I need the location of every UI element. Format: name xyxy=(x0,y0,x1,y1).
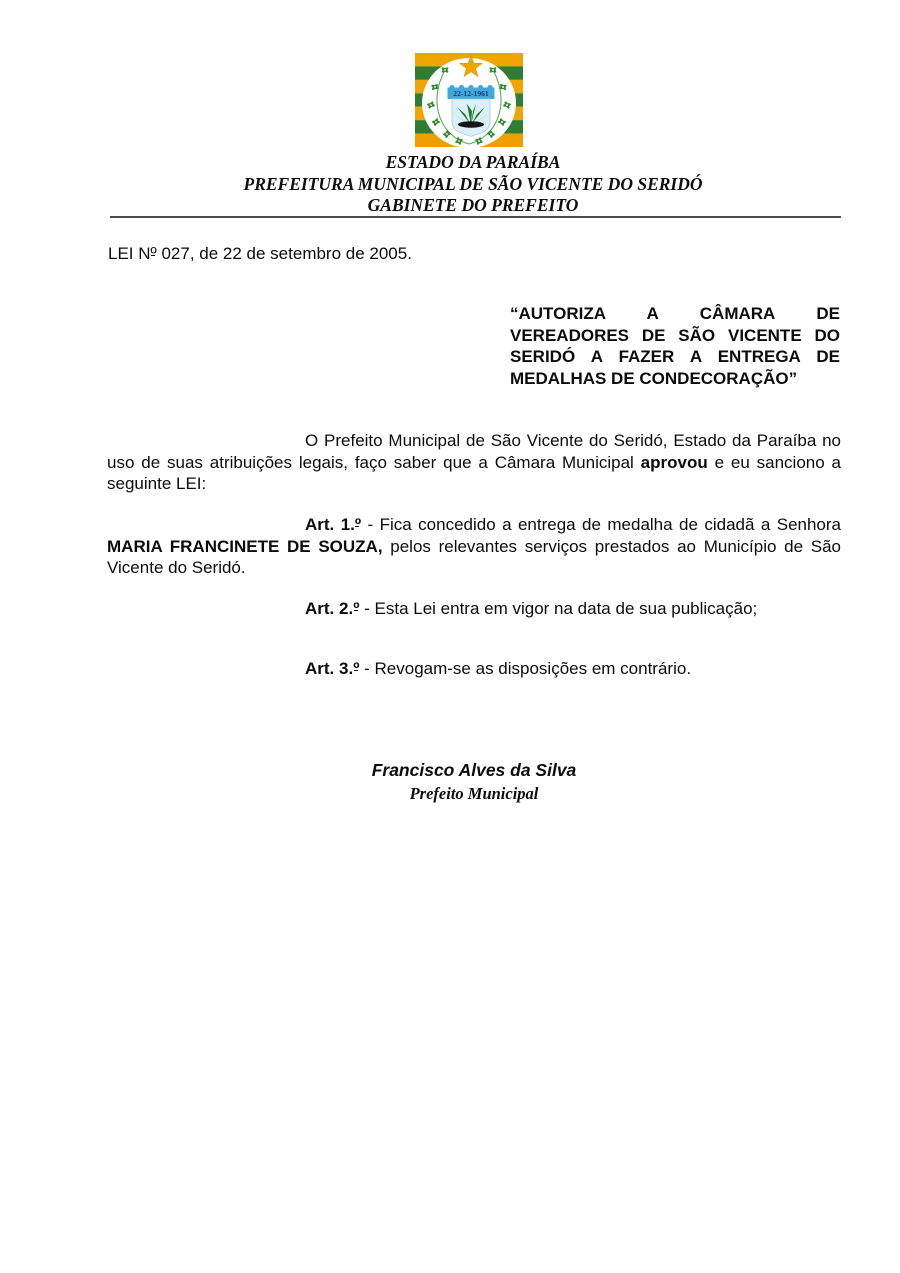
date-banner xyxy=(448,85,495,99)
header-divider xyxy=(110,216,841,218)
article-1-label: Art. 1. xyxy=(305,515,355,534)
article-2 xyxy=(107,598,841,620)
ordinal-indicator: º xyxy=(353,659,360,678)
signature-name: Francisco Alves da Silva xyxy=(371,760,577,780)
preamble-paragraph xyxy=(107,430,841,495)
letterhead xyxy=(83,152,863,217)
letterhead-state: ESTADO DA PARAÍBA xyxy=(385,152,561,172)
letterhead-office: GABINETE DO PREFEITO xyxy=(367,195,579,216)
article-3 xyxy=(107,658,841,680)
letterhead-prefecture: PREFEITURA MUNICIPAL DE SÃO VICENTE DO SERIDÓ xyxy=(243,173,703,194)
banner-date-text: 22-12-1961 xyxy=(453,89,489,99)
law-number-line xyxy=(108,243,412,265)
law-number-prefix: LEI N xyxy=(108,244,151,263)
article-1-text-after: pelos relevantes serviços prestados ao Município de São Vicente do Seridó. xyxy=(107,536,841,577)
law-number-rest: 027, de 22 de setembro de 2005. xyxy=(156,244,412,263)
article-1 xyxy=(107,514,841,579)
preamble-text-after: e eu sanciono a seguinte LEI: xyxy=(107,452,841,493)
ordinal-indicator: º xyxy=(354,515,362,534)
article-3-label: Art. 3. xyxy=(305,659,354,678)
ordinal-indicator: º xyxy=(353,599,360,618)
ordinal-indicator: º xyxy=(150,244,157,263)
municipal-coat-of-arms-icon xyxy=(415,53,523,147)
preamble-bold: aprovou xyxy=(640,452,708,472)
article-2-label: Art. 2. xyxy=(305,599,354,618)
article-3-text: - Revogam-se as disposições em contrário. xyxy=(359,659,692,678)
signature-title: Prefeito Municipal xyxy=(409,784,539,803)
article-1-honoree: MARIA FRANCINETE DE SOUZA, xyxy=(107,536,383,556)
article-2-text: - Esta Lei entra em vigor na data de sua publicação; xyxy=(359,599,758,618)
article-1-text: - Fica concedido a entrega de medalha de cidadã a Senhora xyxy=(361,515,842,534)
law-epigraph: “AUTORIZA A CÂMARA DE VEREADORES DE SÃO VICENTE DO SERIDÓ A FAZER A ENTREGA DE MEDALHAS DE CONDECORAÇÃO” xyxy=(510,304,840,388)
preamble-text: O Prefeito Municipal de São Vicente do Seridó, Estado da Paraíba no uso de suas atribuições legais, faço saber que a Câmara Municipal xyxy=(107,431,841,472)
plant-mound xyxy=(458,121,484,127)
